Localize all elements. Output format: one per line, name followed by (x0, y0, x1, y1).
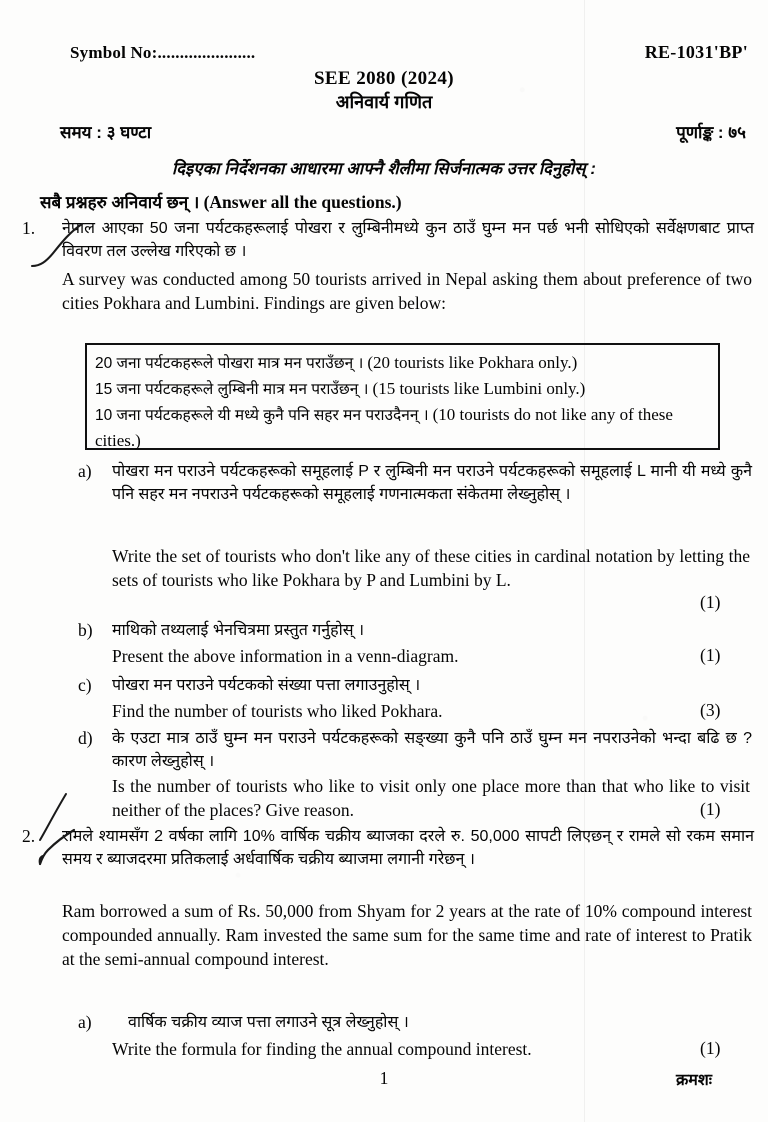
page-number: 1 (379, 1068, 389, 1088)
question-1d-label: d) (78, 728, 93, 748)
paper-code: RE-1031'BP' (644, 42, 748, 62)
question-1d-marks: (1) (700, 799, 721, 819)
question-1-stem-np: नेपाल आएका 50 जना पर्यटकहरूलाई पोखरा र लुम्बिनीमध्ये कुन ठाउँ घुम्न मन पर्छ भनी सोधिएको सर्वेक्षणबाट प्राप्त विवरण तल उल्लेख गरिएको छ । (62, 220, 754, 260)
subject-title: अनिवार्य गणित (335, 92, 433, 112)
question-2-stem-en: Ram borrowed a sum of Rs. 50,000 from Shyam for 2 years at the rate of 10% compound interest compounded annually. Ram invested the same sum for the same time and rate of interest to Pratik at the semi-annual compound interest. (62, 901, 752, 969)
question-2a-en: Write the formula for finding the annual compound interest. (112, 1039, 532, 1059)
findings-line-1-en: (20 tourists like Pokhara only.) (367, 353, 578, 372)
question-2-stem-np: रामले श्यामसँग 2 वर्षका लागि 10% वार्षिक चक्रीय ब्याजका दरले रु. 50,000 सापटी लिएछन् र रामले सो रकम समान समय र ब्याजदरमा प्रतिकलाई अर्धवार्षिक चक्रीय ब्याजमा लगानी गरेछन् । (62, 828, 754, 868)
findings-line-2-np: 15 जना पर्यटकहरूले लुम्बिनी मात्र मन पराउँछन् । (95, 381, 369, 398)
question-1b-en: Present the above information in a venn-diagram. (112, 646, 459, 666)
question-1-number: 1. (22, 218, 36, 238)
exam-title: SEE 2080 (2024) (313, 68, 455, 89)
question-1d-np: के एउटा मात्र ठाउँ घुम्न मन पराउने पर्यटकहरूको सङ्ख्या कुनै पनि ठाउँ घुम्न मन नपराउनेको भन्दा बढि छ ? कारण लेख्नुहोस् । (112, 730, 752, 770)
question-1d-en: Is the number of tourists who like to visit only one place more than that who like to visit neither of the places? Give reason. (112, 776, 750, 820)
findings-box (85, 343, 720, 450)
question-1b-marks: (1) (700, 645, 721, 665)
question-1c-en: Find the number of tourists who liked Pokhara. (112, 701, 443, 721)
findings-line-3-np: 10 जना पर्यटकहरूले यी मध्ये कुनै पनि सहर मन पराउदैनन् । (95, 407, 429, 424)
findings-line-2-en: (15 tourists like Lumbini only.) (372, 379, 586, 398)
question-1b-np: माथिको तथ्यलाई भेनचित्रमा प्रस्तुत गर्नुहोस् । (112, 622, 365, 639)
header-top-row (0, 42, 768, 63)
answer-all-en: (Answer all the questions.) (203, 192, 402, 212)
time-and-marks-row (0, 120, 768, 143)
question-1a-label: a) (78, 461, 92, 481)
question-2a-marks: (1) (700, 1038, 721, 1058)
findings-line-3 (95, 402, 710, 454)
question-1-stem-en: A survey was conducted among 50 tourists arrived in Nepal asking them about preference of two cities Pokhara and Lumbini. Findings are given below: (62, 269, 752, 313)
findings-line-1-np: 20 जना पर्यटकहरूले पोखरा मात्र मन पराउँछन् । (95, 355, 364, 372)
question-1a-marks: (1) (700, 592, 721, 612)
answer-all-np: सबै प्रश्नहरु अनिवार्य छन् । (40, 193, 200, 212)
exam-duration: समय : ३ घण्टा (60, 123, 152, 142)
answer-all-line (40, 190, 402, 213)
exam-title-block (0, 68, 768, 114)
question-1a-np: पोखरा मन पराउने पर्यटकहरूको समूहलाई P र लुम्बिनी मन पराउने पर्यटकहरूको समूहलाई L मानी यी मध्ये कुनै पनि सहर मन नपराउने पर्यटकहरूको समूहलाई गणनात्मकता संकेतमा लेख्नुहोस् । (112, 463, 752, 503)
full-marks: पूर्णाङ्क : ७५ (676, 123, 746, 142)
question-1c-label: c) (78, 675, 92, 695)
findings-line-3-en: (10 tourists do not like any of these cities.) (95, 405, 673, 450)
question-2-number: 2. (22, 826, 36, 846)
findings-line-2 (95, 376, 710, 402)
symbol-no-field: Symbol No:...................... (70, 43, 256, 62)
question-1a-en: Write the set of tourists who don't like any of these cities in cardinal notation by letting the sets of tourists who like Pokhara by P and Lumbini by L. (112, 546, 750, 590)
question-1b-label: b) (78, 620, 93, 640)
findings-line-1 (95, 350, 710, 376)
exam-instruction: दिइएका निर्देशनका आधारमा आफ्नै शैलीमा सिर्जनात्मक उत्तर दिनुहोस् : (172, 160, 596, 178)
question-1c-marks: (3) (700, 700, 721, 720)
continued-label: क्रमशः (676, 1072, 712, 1089)
question-2a-label: a) (78, 1012, 92, 1032)
question-1c-np: पोखरा मन पराउने पर्यटकको संख्या पत्ता लगाउनुहोस् । (112, 677, 421, 694)
question-2a-np: वार्षिक चक्रीय व्याज पत्ता लगाउने सूत्र लेख्नुहोस् । (128, 1014, 409, 1031)
